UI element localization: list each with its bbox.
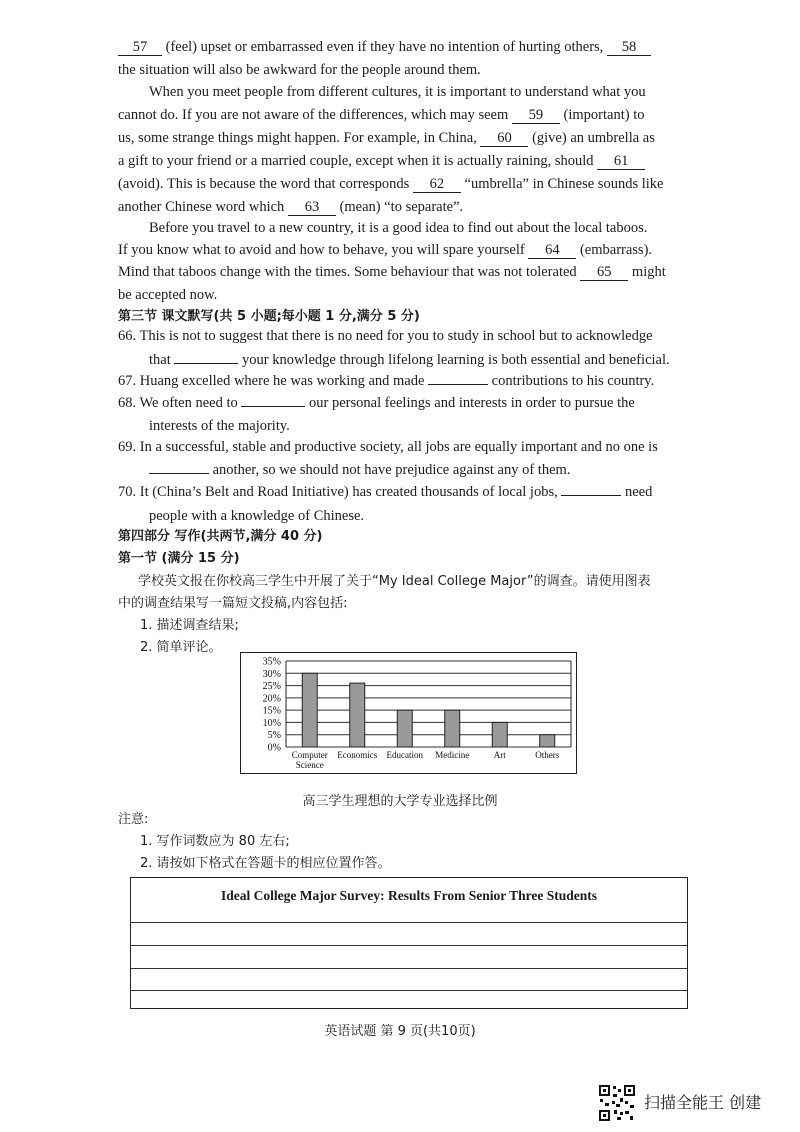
passage-text: If you know what to avoid and how to behave, you will spare yourself <box>118 242 525 258</box>
question-text: your knowledge through lifelong learning is both essential and beneficial. <box>242 352 670 368</box>
blank-62: 62 <box>413 176 461 193</box>
section3-heading: 第三节 课文默写(共 5 小题;每小题 1 分,满分 5 分) <box>118 309 420 324</box>
y-tick-label: 15% <box>262 705 281 717</box>
question-69: 69. In a successful, stable and productive society, all jobs are equally important and no one is <box>118 439 658 455</box>
blank-65: 65 <box>580 264 628 281</box>
note-item: 1. 写作词数应为 80 左右; <box>140 834 290 849</box>
blank-63: 63 <box>288 199 336 216</box>
section4-heading: 第四部分 写作(共两节,满分 40 分) <box>118 529 323 544</box>
passage-line <box>118 174 688 194</box>
bar <box>540 735 555 747</box>
question-68-cont: interests of the majority. <box>149 418 290 434</box>
blank-69 <box>149 473 209 474</box>
question-69-cont <box>149 460 724 480</box>
section4-subheading: 第一节 (满分 15 分) <box>118 551 240 566</box>
notes-heading: 注意: <box>118 812 149 827</box>
blank-58: 58 <box>607 39 651 56</box>
blank-70 <box>561 495 621 496</box>
passage-line <box>118 240 688 260</box>
question-68 <box>118 393 693 413</box>
blank-57: 57 <box>118 39 162 56</box>
passage-text: Mind that taboos change with the times. Some behaviour that was not tolerated <box>118 264 577 280</box>
passage-line <box>118 37 688 57</box>
question-66: 66. This is not to suggest that there is no need for you to study in school but to acknowledge <box>118 328 653 344</box>
scanner-brand: 扫描全能王 创建 <box>644 1093 762 1112</box>
passage-text: cannot do. If you are not aware of the differences, which may seem <box>118 107 509 123</box>
passage-text: might <box>631 264 666 280</box>
passage-text: (important) to <box>563 107 645 123</box>
passage-line: be accepted now. <box>118 287 218 303</box>
question-text: our personal feelings and interests in order to pursue the <box>309 395 635 411</box>
passage-line: Before you travel to a new country, it is a good idea to find out about the local taboos. <box>149 220 648 236</box>
question-text: 67. Huang excelled where he was working and made <box>118 373 425 389</box>
answer-rule <box>131 945 687 946</box>
answer-box <box>130 877 688 1009</box>
bar <box>492 722 507 747</box>
page-footer: 英语试题 第 9 页(共10页) <box>324 1024 476 1039</box>
x-tick-label: Medicine <box>435 750 470 760</box>
passage-line <box>118 262 688 282</box>
question-text: another, so we should not have prejudice against any of them. <box>212 462 571 478</box>
passage-text: (embarrass). <box>579 242 653 258</box>
passage-line: the situation will also be awkward for the people around them. <box>118 62 481 78</box>
y-tick-label: 30% <box>262 668 281 680</box>
blank-67 <box>428 384 488 385</box>
x-tick-label: Computer <box>291 750 328 760</box>
x-tick-label: Economics <box>337 750 378 760</box>
blank-66 <box>174 363 238 364</box>
blank-68 <box>241 406 305 407</box>
blank-64: 64 <box>528 242 576 259</box>
passage-line <box>118 197 688 217</box>
bar <box>350 683 365 747</box>
y-tick-label: 10% <box>262 717 281 729</box>
passage-line <box>118 105 688 125</box>
blank-60: 60 <box>480 130 528 147</box>
y-tick-label: 5% <box>267 730 281 742</box>
answer-rule <box>131 990 687 991</box>
passage-text: another Chinese word which <box>118 199 285 215</box>
blank-61: 61 <box>597 153 645 170</box>
task-point: 1. 描述调查结果; <box>140 618 239 633</box>
question-66-cont <box>149 350 724 370</box>
qr-code-icon <box>598 1084 636 1122</box>
passage-text: (avoid). This is because the word that corresponds <box>118 176 410 192</box>
question-70 <box>118 482 693 502</box>
question-text: 68. We often need to <box>118 395 238 411</box>
y-tick-label: 25% <box>262 681 281 693</box>
passage-text: (give) an umbrella as <box>532 130 655 146</box>
passage-text: (mean) “to separate”. <box>339 199 464 215</box>
passage-text: us, some strange things might happen. For example, in China, <box>118 130 477 146</box>
bar <box>397 710 412 747</box>
answer-title: Ideal College Major Survey: Results From Senior Three Students <box>221 888 597 903</box>
passage-line: When you meet people from different cultures, it is important to understand what you <box>149 84 646 100</box>
question-text: 70. It (China’s Belt and Road Initiative) has created thousands of local jobs, <box>118 484 558 500</box>
survey-chart <box>240 652 577 774</box>
passage-line <box>118 128 688 148</box>
task-point: 2. 简单评论。 <box>140 640 222 655</box>
x-tick-label: Science <box>295 760 324 770</box>
bar <box>445 710 460 747</box>
question-70-cont: people with a knowledge of Chinese. <box>149 508 365 524</box>
task-intro: 学校英文报在你校高三学生中开展了关于“My Ideal College Major”的调查。请使用图表 <box>138 574 651 589</box>
bar <box>302 673 317 747</box>
task-intro: 中的调查结果写一篇短文投稿,内容包括: <box>118 596 348 611</box>
question-text: that <box>149 352 171 368</box>
bar-chart-svg <box>241 653 576 773</box>
passage-line <box>118 151 688 171</box>
x-tick-label: Education <box>386 750 423 760</box>
y-tick-label: 0% <box>267 742 281 754</box>
passage-text: (feel) upset or embarrassed even if they have no intention of hurting others, <box>165 39 604 55</box>
question-67 <box>118 371 693 391</box>
note-item: 2. 请按如下格式在答题卡的相应位置作答。 <box>140 856 391 871</box>
answer-rule <box>131 968 687 969</box>
blank-59: 59 <box>512 107 560 124</box>
chart-caption: 高三学生理想的大学专业选择比例 <box>302 794 498 809</box>
y-tick-label: 35% <box>262 656 281 668</box>
x-tick-label: Others <box>535 750 560 760</box>
question-text: contributions to his country. <box>491 373 655 389</box>
answer-rule <box>131 922 687 923</box>
question-text: need <box>624 484 653 500</box>
passage-text: a gift to your friend or a married couple, except when it is actually raining, should <box>118 153 594 169</box>
y-tick-label: 20% <box>262 693 281 705</box>
x-tick-label: Art <box>493 750 506 760</box>
passage-text: “umbrella” in Chinese sounds like <box>464 176 664 192</box>
